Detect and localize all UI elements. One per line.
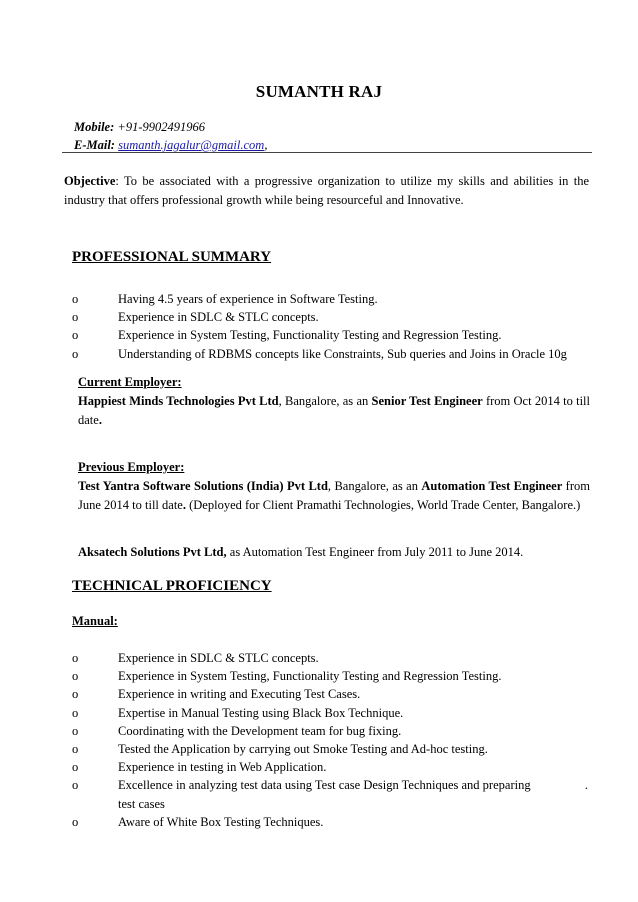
previous-role: Automation Test Engineer bbox=[421, 479, 563, 493]
previous-employer-label: Previous Employer: bbox=[78, 460, 185, 474]
bullet-marker: o bbox=[72, 292, 79, 306]
email-link[interactable]: sumanth.jagalur@gmail.com bbox=[118, 138, 265, 152]
list-item: o Experience in System Testing, Functionality Testing and Regression Testing. bbox=[72, 326, 592, 344]
current-company: Happiest Minds Technologies Pvt Ltd bbox=[78, 394, 279, 408]
list-item: o Coordinating with the Development team for bug fixing. bbox=[72, 722, 592, 740]
bullet-marker: o bbox=[72, 669, 79, 684]
bullet-marker: o bbox=[72, 742, 79, 757]
trailing-dot: . bbox=[584, 778, 588, 793]
header-divider bbox=[62, 152, 592, 153]
bullet-marker: o bbox=[72, 723, 79, 738]
bullet-marker: o bbox=[72, 778, 79, 793]
email-suffix: , bbox=[264, 138, 268, 152]
bullet-marker: o bbox=[72, 310, 79, 325]
aksatech-block: Aksatech Solutions Pvt Ltd, as Automation Test Engineer from July 2011 to June 2014. bbox=[78, 545, 524, 559]
technical-proficiency-list bbox=[72, 649, 592, 831]
list-item: o Expertise in Manual Testing using Black Box Technique. bbox=[72, 704, 592, 722]
bullet-marker: o bbox=[72, 687, 79, 702]
list-item: o Having 4.5 years of experience in Software Testing. bbox=[72, 290, 592, 308]
bullet-marker: o bbox=[72, 705, 79, 720]
email-line bbox=[74, 138, 267, 153]
current-employer-block: Current Employer: Happiest Minds Technologies Pvt Ltd, Bangalore, as an Senior Test Engineer from Oct 2014 to till date. bbox=[78, 375, 590, 427]
bullet-marker: o bbox=[72, 651, 79, 665]
current-employer-label: Current Employer: bbox=[78, 375, 182, 389]
aksatech-company: Aksatech Solutions Pvt Ltd, bbox=[78, 545, 227, 559]
objective-text: : To be associated with a progressive organization to utilize my skills and abilities in the industry that offers professional growth while being resourceful and Innovative. bbox=[64, 174, 589, 207]
list-item: o Aware of White Box Testing Techniques. bbox=[72, 813, 592, 831]
manual-subheading: Manual: bbox=[72, 614, 118, 628]
list-item: o Experience in testing in Web Application. bbox=[72, 758, 592, 776]
mobile-value: +91-9902491966 bbox=[117, 120, 206, 134]
mobile-line bbox=[74, 120, 205, 135]
list-item: o Experience in SDLC & STLC concepts. bbox=[72, 649, 592, 667]
professional-summary-heading: PROFESSIONAL SUMMARY bbox=[72, 249, 272, 265]
current-role: Senior Test Engineer bbox=[371, 394, 483, 408]
resume-name: SUMANTH RAJ bbox=[255, 82, 383, 101]
list-item: o Tested the Application by carrying out Smoke Testing and Ad-hoc testing. bbox=[72, 740, 592, 758]
bullet-marker: o bbox=[72, 760, 79, 775]
professional-summary-list bbox=[72, 290, 592, 363]
previous-company: Test Yantra Software Solutions (India) Pvt Ltd bbox=[78, 479, 328, 493]
list-item: o Experience in System Testing, Functionality Testing and Regression Testing. bbox=[72, 667, 592, 685]
technical-proficiency-heading: TECHNICAL PROFICIENCY bbox=[72, 578, 272, 594]
list-item: o Experience in writing and Executing Test Cases. bbox=[72, 685, 592, 703]
previous-employer-block: Previous Employer: Test Yantra Software Solutions (India) Pvt Ltd, Bangalore, as an Automation Test Engineer from June 2014 to till date. (Deployed for Client Pramathi Technologies, World Trade Center, Bangalore.) bbox=[78, 460, 590, 512]
mobile-label: Mobile: bbox=[74, 120, 115, 134]
email-label: E-Mail: bbox=[74, 138, 115, 152]
objective-paragraph bbox=[64, 172, 589, 210]
bullet-marker: o bbox=[72, 346, 79, 361]
list-item: o Understanding of RDBMS concepts like Constraints, Sub queries and Joins in Oracle 10g bbox=[72, 345, 592, 363]
bullet-marker: o bbox=[72, 328, 79, 343]
objective-label: Objective bbox=[64, 174, 116, 188]
bullet-marker: o bbox=[72, 814, 79, 829]
list-item: o Excellence in analyzing test data using Test case Design Techniques and preparing test cases . bbox=[72, 778, 588, 811]
list-item: o Experience in SDLC & STLC concepts. bbox=[72, 308, 592, 326]
